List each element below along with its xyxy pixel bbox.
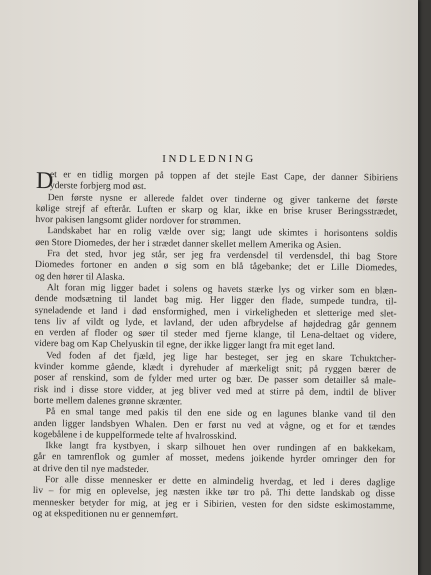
text-line: liv – for mig en oplevelse, jeg næsten ikke tør tro på. Thi dette landskab og disse: [32, 485, 395, 500]
text-line: Alt foran mig ligger badet i solens og havets stærke lys og virker som en blæn-: [46, 282, 397, 297]
text-line: For alle disse mennesker er dette en almindelig hverdag, et led i deres daglige: [44, 474, 396, 489]
text-line: en verden af floder og søer til steder med fjerne klange, til Lena-deltaet og videre,: [34, 327, 397, 342]
text-line: Ved foden af det fjæld, jeg lige har besteget, ser jeg en skare Tchuktcher-: [46, 349, 397, 365]
text-line: videre bag om Kap Chelyuskin til egne, der ikke ligger langt fra mit eget land.: [34, 338, 335, 353]
text-line: yderste forbjerg mod øst.: [49, 180, 147, 193]
chapter-heading: INDLEDNING: [162, 153, 256, 165]
text-line: og at ekspeditionen nu er gennemført.: [32, 507, 179, 521]
text-line: anden ligger landsbyen Whalen. Den er først nu ved at vågne, og et for et tændes: [33, 417, 396, 432]
text-line: og den hører til Alaska.: [34, 270, 125, 283]
text-line: Den første nysne er allerede faldet over tinderne og giver tankerne det første: [47, 191, 398, 207]
text-line: kølige strejf af efterår. Luften er skarp og klar, ikke en brise kruser Beringsstrædet,: [35, 202, 398, 218]
text-line: dende modsætning til landet bag mig. Her ligger den flade, sumpede tundra, til-: [34, 293, 397, 308]
text-line: at drive den til nye madsteder.: [33, 462, 149, 475]
text-line: poser af renskind, som de fylder med urter og bær. De passer som detailler så male-: [33, 372, 397, 387]
text-line: borte mellem dalenes grønne skrænter.: [33, 394, 183, 408]
text-line: et er en tidlig morgen på toppen af det stejle East Cape, der danner Sibiriens: [49, 169, 398, 184]
text-line: kogebålene i de kuppelformede telte af hvalrosskind.: [33, 428, 237, 442]
text-line: På en smal tange med pakis til den ene side og en lagunes blanke vand til den: [45, 406, 396, 421]
text-line: syneladende et land i død ensformighed, men i virkeligheden et sletterige med slet-: [34, 304, 397, 320]
opening-paragraph: [36, 169, 398, 195]
text-line: hvor pakisen langsomt glider nordover for strømmen.: [35, 214, 241, 228]
drop-cap: D: [35, 168, 54, 195]
text-line: Fra det sted, hvor jeg står, ser jeg fra verdensdel til verdensdel, thi bag Store: [47, 248, 398, 263]
text-line: mennesker betyder for mig, at jeg er i Sibirien, vesten for den sidste eskimostamme,: [32, 496, 395, 512]
text-line: tens liv af vildt og lyde, et lavland, der uden afbrydelse af højdedrag går gennem: [34, 315, 397, 331]
text-line: risk ind i disse store vidder, at jeg bliver ved med at stirre på dem, indtil de bliver: [33, 383, 396, 399]
text-line: kvinder komme gående, klædt i dyrehuder af mærkeligt snit; på ryggen bærer de: [34, 361, 397, 376]
text-line: går en tamrenflok og gumler af mosset, medens joikende hyrder omringer den for: [33, 451, 396, 466]
chapter-body: [33, 169, 398, 523]
text-line: øen Store Diomedes, der her i strædet danner skellet mellem Amerika og Asien.: [35, 236, 342, 251]
text-line: Diomedes fortoner en anden ø sig som en blå tågebanke; det er Lille Diomedes,: [35, 259, 398, 274]
text-line: Ikke langt fra kystbyen, i skarp silhouet hen over rundingen af en bakkekam,: [45, 440, 396, 455]
text-line: Landskabet har en rolig vælde over sig; langt ude skimtes i horisontens soldis: [47, 225, 398, 240]
